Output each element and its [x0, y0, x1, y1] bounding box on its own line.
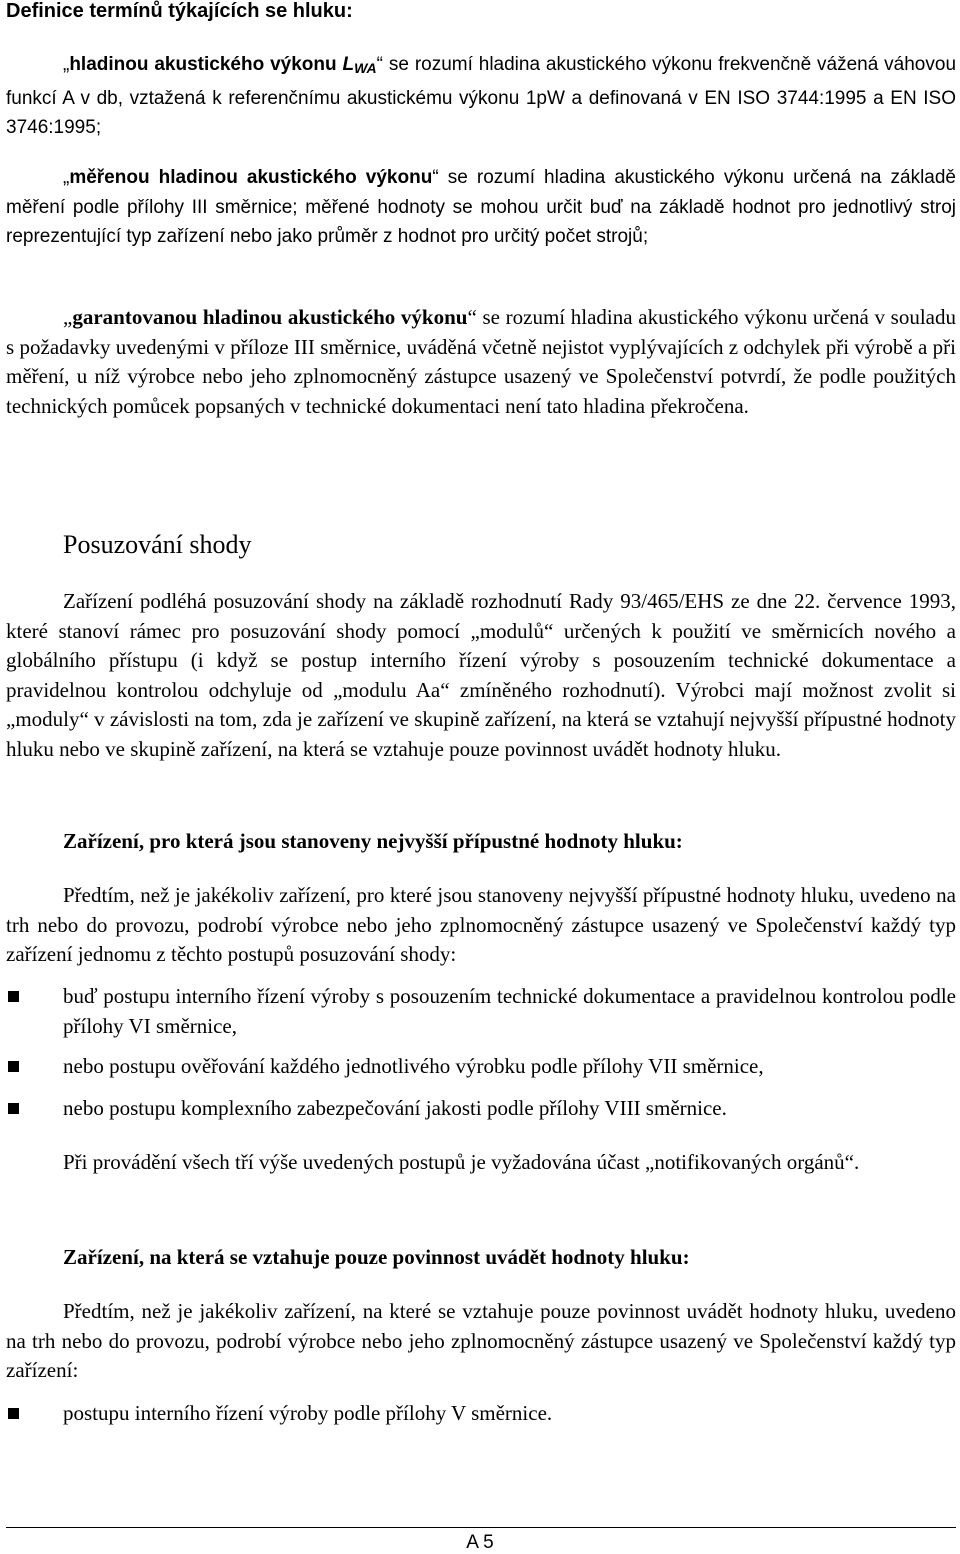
declaration-heading: Zařízení, na která se vztahuje pouze povinnost uvádět hodnoty hluku: [63, 1245, 690, 1269]
bullet-square-icon [8, 1408, 19, 1419]
footer-divider [6, 1527, 956, 1528]
bullet-square-icon [8, 1103, 19, 1114]
list-item: nebo postupu komplexního zabezpečování jakosti podle přílohy VIII směrnice. [6, 1094, 956, 1124]
declaration-intro: Předtím, než je jakékoliv zařízení, na které se vztahuje pouze povinnost uvádět hodnoty hluku, uvedeno na trh nebo do provozu, podrobí výrobce nebo jeho zplnomocněný zástupce usazený ve Společenství každý typ zařízení: [6, 1299, 956, 1382]
page-number: A 5 [466, 1532, 494, 1553]
guaranteed-term: garantovanou hladinou akustického výkonu [72, 305, 468, 329]
lwa-text: se rozumí hladina akustického výkonu frekvenčně vážená váhovou funkcí A v db, vztažená k referenčnímu akustickému výkonu 1pW a definovaná v EN ISO 3744:1995 a EN ISO 3746:1995; [6, 54, 957, 138]
limits-heading: Zařízení, pro která jsou stanoveny nejvyšší přípustné hodnoty hluku: [63, 829, 683, 853]
limits-intro: Předtím, než je jakékoliv zařízení, pro které jsou stanoveny nejvyšší přípustné hodnoty hluku, uvedeno na trh nebo do provozu, podrobí výrobce nebo jeho zplnomocněný zástupce usazený ve Společenství každý typ zařízení jednomu z těchto postupů posuzování shody: [6, 883, 956, 966]
conformity-paragraph: Zařízení podléhá posuzování shody na základě rozhodnutí Rady 93/465/EHS ze dne 22. července 1993, které stanoví rámec pro posuzování shody pomocí „modulů“ určených k použití ve směrnicích nového a globálního přístupu (i když se postup interního řízení výroby s posouzením technické dokumentace a pravidelnou kontrolou odchyluje od „modulu Aa“ zmíněného rozhodnutí). Výrobci mají možnost zvolit si „moduly“ v závislosti na tom, zda je zařízení ve skupině zařízení, na která se vztahují nejvyšší přípustné hodnoty hluku nebo ve skupině zařízení, na která se vztahuje pouze povinnost uvádět hodnoty hluku. [6, 589, 956, 761]
limits-note: Při provádění všech tří výše uvedených postupů je vyžadována účast „notifikovaných orgánů“. [63, 1150, 860, 1174]
definition-guaranteed: „garantovanou hladinou akustického výkonu“ se rozumí hladina akustického výkonu určená v souladu s požadavky uvedenými v příloze III směrnice, uváděná včetně nejistot vyplývajících z odchylek při výrobě a při měření, u níž výrobce nebo jeho zplnomocněný zástupce usazený ve Společenství potvrdí, že podle použitých technických pomůcek popsaných v technické dokumentaci není tato hladina překročena. [6, 305, 957, 418]
list-item: postupu interního řízení výroby podle přílohy V směrnice. [6, 1399, 956, 1429]
measured-term: měřenou hladinou akustického výkonu [69, 167, 433, 188]
lwa-term: hladinou akustického výkonu [69, 54, 337, 75]
measured-text: se rozumí hladina akustického výkonu určená na základě měření podle přílohy III směrnice; měřené hodnoty se mohou určit buď na základě hodnot pro jednotlivý stroj reprezentující typ zařízení nebo jako průměr z hodnot pro určitý počet strojů; [6, 167, 957, 247]
guaranteed-text: se rozumí hladina akustického výkonu určená v souladu s požadavky uvedenými v příloze III směrnice, uváděná včetně nejistot vyplývajících z odchylek při výrobě a při měření, u níž výrobce nebo jeho zplnomocněný zástupce usazený ve Společenství potvrdí, že podle použitých technických pomůcek popsaných v technické dokumentaci není tato hladina překročena. [6, 305, 957, 418]
definition-lwa: „hladinou akustického výkonu $L_{WA}“$ se rozumí hladina akustického výkonu frekvenčně vážená váhovou funkcí A v db, vztažená k referenčnímu akustickému výkonu 1pW a definovaná v EN ISO 3744:1995 a EN ISO 3746:1995; [6, 54, 957, 138]
list-item: buď postupu interního řízení výroby s posouzením technické dokumentace a pravidelnou kontrolou podle přílohy VI směrnice, [6, 982, 956, 1041]
list-item: nebo postupu ověřování každého jednotlivého výrobku podle přílohy VII směrnice, [6, 1052, 956, 1082]
bullet-square-icon [8, 991, 19, 1002]
lwa-symbol: $L_{WA}$ [342, 54, 377, 76]
definitions-heading: Definice termínů týkajících se hluku: [6, 0, 353, 22]
definition-measured: „měřenou hladinou akustického výkonu“ se rozumí hladina akustického výkonu určená na základě měření podle přílohy III směrnice; měřené hodnoty se mohou určit buď na základě hodnot pro jednotlivý stroj reprezentující typ zařízení nebo jako průměr z hodnot pro určitý počet strojů; [6, 167, 957, 247]
conformity-heading: Posuzování shody [63, 530, 252, 559]
bullet-square-icon [8, 1061, 19, 1072]
